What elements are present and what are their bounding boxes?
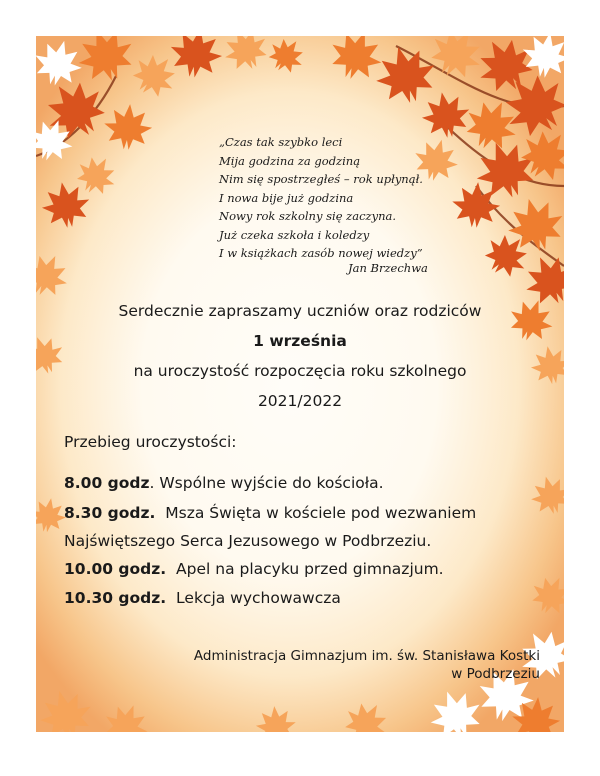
- program-item-time: 10.00 godz.: [64, 560, 167, 578]
- program-item: [64, 532, 431, 550]
- invitation-line: na uroczystość rozpoczęcia roku szkolnego: [133, 362, 467, 380]
- program-item: [64, 474, 384, 492]
- program-item-time: 8.00 godz: [64, 474, 150, 492]
- program-item-text: Najświętszego Serca Jezusowego w Podbrzeziu.: [64, 532, 432, 550]
- poem-line: Już czeka szkoła i koledzy: [219, 227, 370, 242]
- invitation-poster: [36, 36, 564, 732]
- program-item-time: 10.30 godz.: [64, 589, 167, 607]
- footer-line: w Podbrzeziu: [451, 666, 540, 682]
- program-item: [64, 504, 476, 522]
- footer-line: Administracja Gimnazjum im. św. Stanisława Kostki: [193, 648, 540, 664]
- poem-line: Mija godzina za godziną: [219, 153, 361, 168]
- invitation-line: Serdecznie zapraszamy uczniów oraz rodziców: [118, 302, 482, 320]
- program-title: Przebieg uroczystości:: [64, 433, 237, 451]
- poem-line: I nowa bije już godzina: [219, 190, 354, 205]
- program-item-text: Lekcja wychowawcza: [166, 589, 341, 607]
- program-item-text: . Wspólne wyjście do kościoła.: [149, 474, 384, 492]
- school-year: 2021/2022: [257, 392, 343, 410]
- poem-line: Nim się spostrzegłeś – rok upłynął.: [219, 172, 423, 186]
- invitation-date: 1 września: [253, 332, 347, 350]
- program-item-text: Msza Święta w kościele pod wezwaniem: [155, 504, 477, 522]
- program-item-time: 8.30 godz.: [64, 504, 156, 522]
- program-item-text: Apel na placyku przed gimnazjum.: [166, 560, 444, 578]
- poem-line: „Czas tak szybko leci: [219, 135, 343, 149]
- program-item: [64, 560, 444, 578]
- poem: [219, 133, 423, 263]
- poem-line: I w książkach zasób nowej wiedzy”: [219, 246, 423, 260]
- poem-line: Nowy rok szkolny się zaczyna.: [219, 209, 396, 223]
- poem-author: Jan Brzechwa: [348, 261, 428, 275]
- program-item: [64, 589, 341, 607]
